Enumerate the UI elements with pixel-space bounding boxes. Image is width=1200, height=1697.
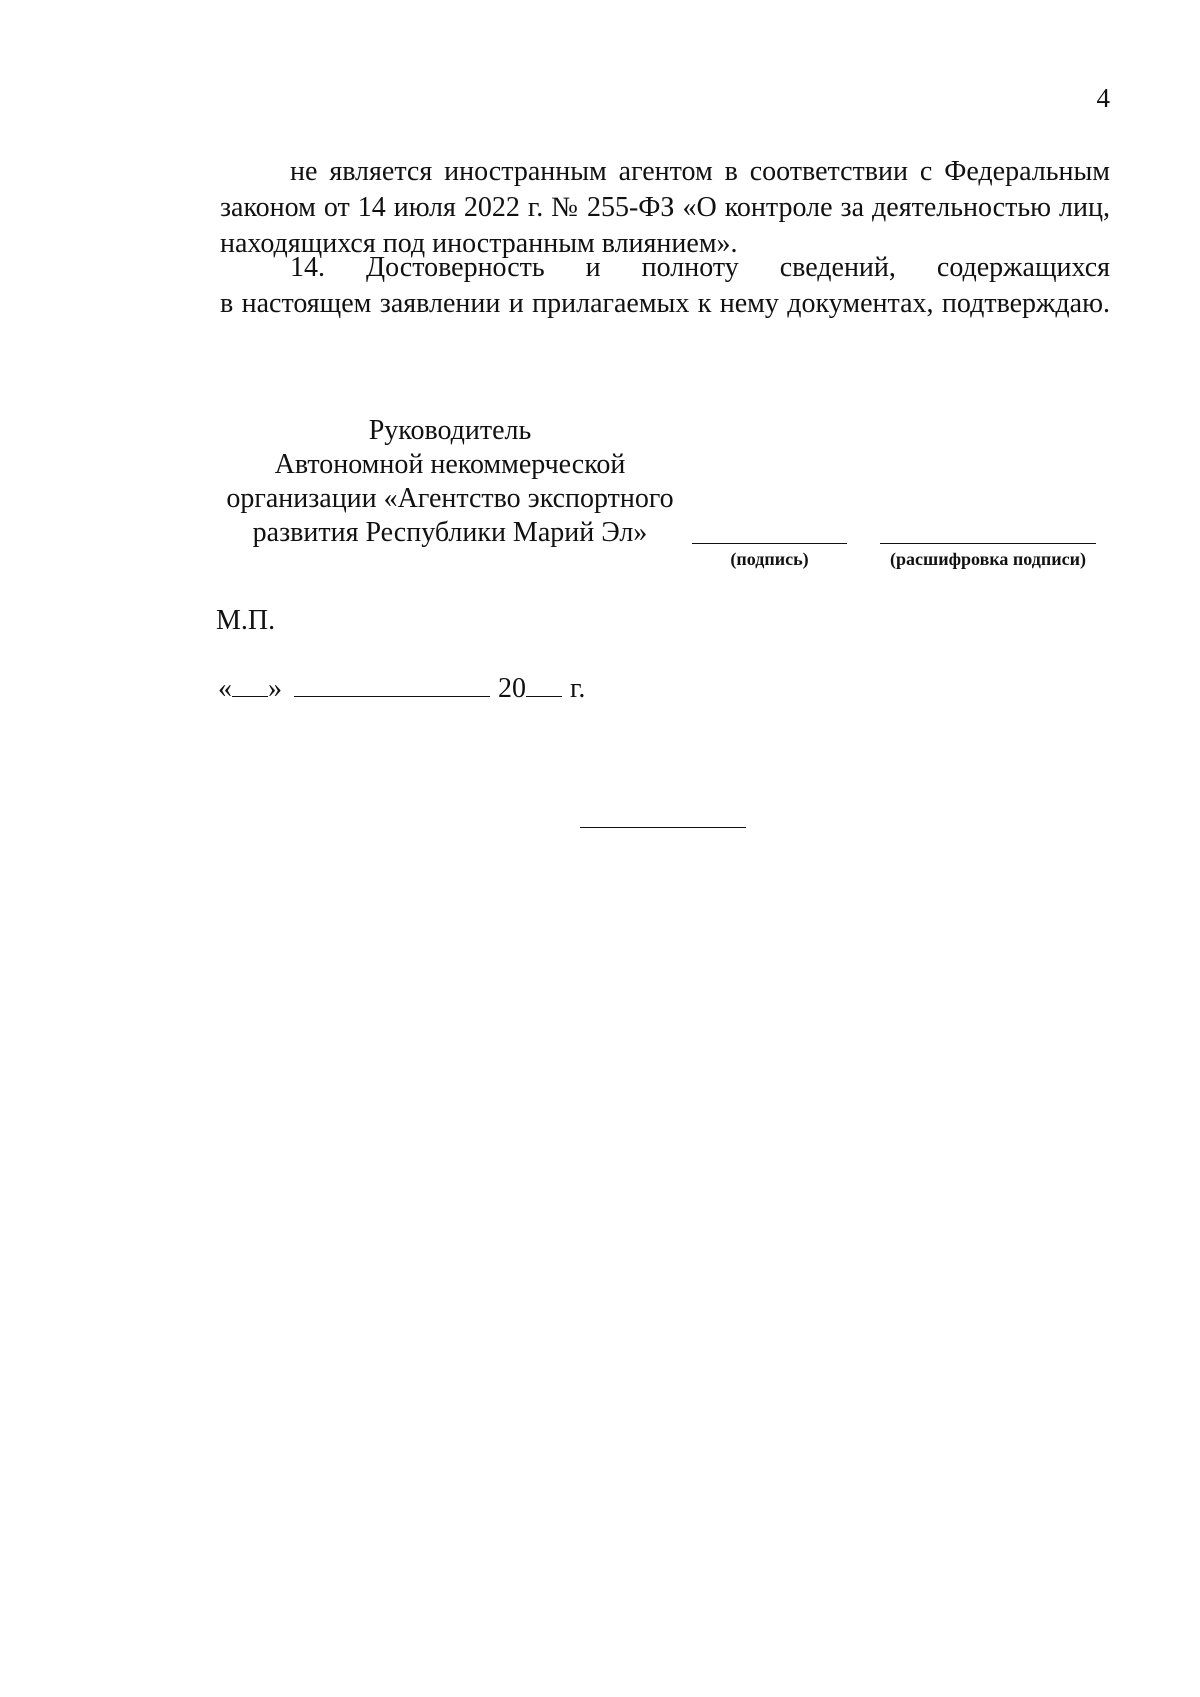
paragraph-line: в настоящем заявлении и прилагаемых к нему документах, подтверждаю. [220,288,1110,319]
signer-title [200,414,700,550]
year-blank [526,670,562,697]
signature-caption: (подпись) [730,549,809,569]
paragraph-line: находящихся под иностранным влиянием». [220,228,738,259]
paragraph-line: 14. Достоверность и полноту сведений, содержащихся [290,252,1110,283]
signer-line: развития Республики Марий Эл» [252,517,648,548]
paragraph-line: законом от 14 июля 2022 г. № 255-ФЗ «О контроле за деятельностью лиц, [220,192,1110,223]
paragraph-foreign-agent [220,154,1110,262]
date-century: 20 [498,673,526,704]
page-number: 4 [1096,83,1110,113]
signature-decoding-caption: (расшифровка подписи) [890,549,1086,569]
stamp-label: М.П. [216,605,276,636]
date-year-suffix: г. [570,673,586,704]
date-close-quote: » [268,673,282,704]
signature-decoding-blank-line [880,543,1096,544]
signer-line: Автономной некоммерческой [274,449,626,480]
signature-blank-line [692,543,847,544]
end-of-document-rule [580,827,746,828]
paragraph-line: не является иностранным агентом в соответствии с Федеральным [290,156,1110,187]
date-line [218,670,585,706]
date-open-quote: « [218,673,232,704]
month-blank [294,670,490,697]
signer-line: организации «Агентство экспортного [226,483,674,514]
day-blank [232,670,268,697]
paragraph-14-confirmation [220,250,1110,322]
signer-line: Руководитель [368,415,532,446]
